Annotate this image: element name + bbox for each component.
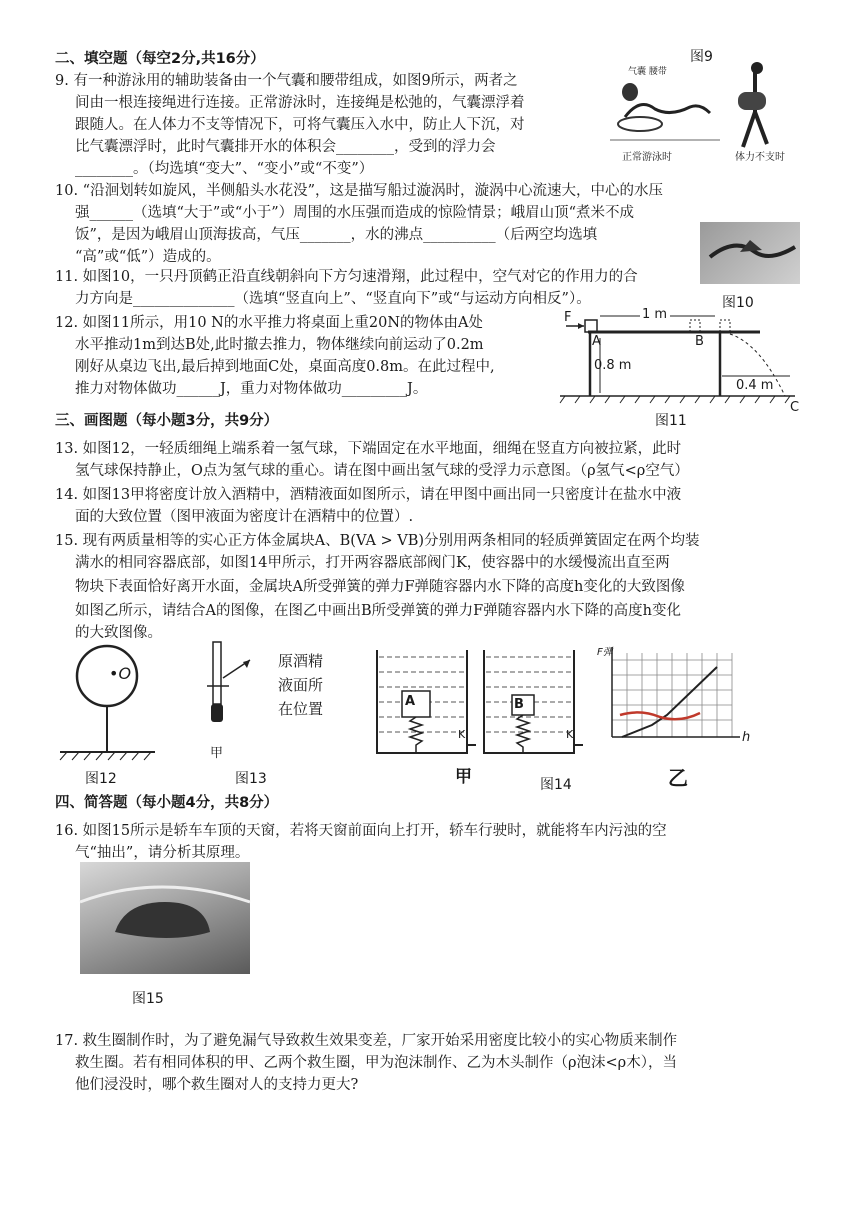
fig12-caption: 图12 xyxy=(85,771,117,787)
fig9-right-label: 体力不支时 xyxy=(735,152,785,163)
q9-line-5: ________。（均选填“变大”、“变小”或“不变”） xyxy=(75,161,374,177)
q9-line-1: 9. 有一种游泳用的辅助装备由一个气囊和腰带组成，如图9所示，两者之 xyxy=(55,73,518,89)
fig13-note-2: 液面所 xyxy=(278,676,324,694)
q9-line-2: 间由一根连接绳进行连接。正常游泳时，连接绳是松弛的，气囊漂浮着 xyxy=(75,95,525,111)
fig9-label: 气囊 腰带 xyxy=(628,67,667,77)
q16-line-2: 气“抽出”，请分析其原理。 xyxy=(75,845,250,861)
fig14-jia-label: 甲 xyxy=(455,767,472,787)
q11-line-2: 力方向是______________（选填“竖直向上”、“竖直向下”或“与运动方向相反”）。 xyxy=(75,291,591,307)
q15-line-5: 的大致图像。 xyxy=(75,625,162,641)
fig11-horizontal-label: 0.4 m xyxy=(736,378,774,393)
q15-line-1: 15. 现有两质量相等的实心正方体金属块A、B(VA > VB)分别用两条相同的轻质弹簧固定在两个均装 xyxy=(55,533,700,549)
q11-line-1: 11. 如图10，一只丹顶鹤正沿直线朝斜向下方匀速滑翔，此过程中，空气对它的作用力的合 xyxy=(55,269,638,285)
fig11-point-c: C xyxy=(790,400,800,415)
fig11-point-b: B xyxy=(695,334,704,349)
fig14-x-axis-label: h xyxy=(742,730,751,745)
q15-line-3: 物块下表面恰好离开水面，金属块A所受弹簧的弹力F弹随容器内水下降的高度h变化的大致图像 xyxy=(75,579,685,595)
fig15-sunroof-photo xyxy=(80,862,250,974)
section-fill-in-title: 二、填空题（每空2分,共16分） xyxy=(55,51,265,67)
fig9-illustration xyxy=(610,62,795,162)
fig9-left-label: 正常游泳时 xyxy=(622,152,672,163)
q9-line-3: 跟随人。在人体力不支等情况下，可将气囊压入水中，防止人下沉，对 xyxy=(75,117,525,133)
q16-line-1: 16. 如图15所示是轿车车顶的天窗，若将天窗前面向上打开，轿车行驶时，就能将车内污浊的空 xyxy=(55,823,667,839)
q9-line-4: 比气囊漂浮时，此时气囊排开水的体积会________，受到的浮力会 xyxy=(75,139,496,155)
fig10-crane-photo xyxy=(700,222,800,284)
q17-line-1: 17. 救生圈制作时，为了避免漏气导致救生效果变差，厂家开始采用密度比较小的实心物质来制作 xyxy=(55,1033,678,1049)
fig14-valve-k-1: K xyxy=(458,728,466,741)
fig12-balloon-diagram xyxy=(55,640,165,760)
q17-line-2: 救生圈。若有相同体积的甲、乙两个救生圈，甲为泡沫制作、乙为木头制作（ρ泡沫<ρ木），当 xyxy=(75,1055,677,1071)
fig9-caption: 图9 xyxy=(690,49,713,65)
fig14-caption: 图14 xyxy=(540,777,572,793)
q10-line-3: 饭”，是因为峨眉山顶海拔高，气压_______，水的沸点__________（后两空均选填 xyxy=(75,227,598,243)
q12-line-4: 推力对物体做功______J，重力对物体做功_________J。 xyxy=(75,381,428,397)
q15-line-2: 满水的相同容器底部，如图14甲所示，打开两容器底部阀门K，使容器中的水缓慢流出直至两 xyxy=(75,555,670,571)
q12-line-2: 水平推动1m到达B处,此时撤去推力，物体继续向前运动了0.2m xyxy=(75,337,484,353)
q10-line-2: 强______（选填“大于”或“小于”）周围的水压强而造成的惊险情景；峨眉山顶“煮米不成 xyxy=(75,205,635,221)
q13-line-2: 氢气球保持静止，O点为氢气球的重心。请在图中画出氢气球的受浮力示意图。（ρ氢气<ρ空气） xyxy=(75,463,689,479)
fig13-hydrometer-diagram xyxy=(205,640,265,740)
fig11-point-a: A xyxy=(592,334,601,349)
fig14-y-axis-label: F弹 xyxy=(597,647,613,658)
fig13-caption: 图13 xyxy=(235,771,267,787)
fig14-valve-k-2: K xyxy=(566,728,574,741)
q15-line-4: 如图乙所示，请结合A的图像，在图乙中画出B所受弹簧的弹力F弹随容器内水下降的高度h变化 xyxy=(75,603,682,619)
fig15-caption: 图15 xyxy=(132,991,164,1007)
fig14-graph xyxy=(592,645,742,750)
q10-line-4: “高”或“低”）造成的。 xyxy=(75,249,221,265)
fig11-caption: 图11 xyxy=(655,413,687,429)
q12-line-3: 刚好从桌边飞出,最后掉到地面C处，桌面高度0.8m。在此过程中, xyxy=(75,359,495,375)
fig11-height-label: 0.8 m xyxy=(594,358,632,373)
fig13-note-3: 在位置 xyxy=(278,700,324,718)
fig13-note-1: 原酒精 xyxy=(278,652,324,670)
fig13-jia-label: 甲 xyxy=(210,746,224,761)
fig14-block-b: B xyxy=(514,697,524,712)
section-drawing-title: 三、画图题（每小题3分，共9分） xyxy=(55,413,279,429)
fig10-caption: 图10 xyxy=(722,295,754,311)
q13-line-1: 13. 如图12，一轻质细绳上端系着一氢气球，下端固定在水平地面，细绳在竖直方向被拉紧，此时 xyxy=(55,441,682,457)
q14-line-2: 面的大致位置（图甲液面为密度计在酒精中的位置）. xyxy=(75,509,414,525)
q10-line-1: 10. “沿洄划转如旋风，半侧船头水花没”，这是描写船过漩涡时，漩涡中心流速大，中心的水压 xyxy=(55,183,663,199)
fig14-block-a: A xyxy=(405,694,416,709)
section-short-answer-title: 四、简答题（每小题4分，共8分） xyxy=(55,795,279,811)
fig12-center-o: •O xyxy=(109,664,132,683)
q12-line-1: 12. 如图11所示，用10 N的水平推力将桌面上重20N的物体由A处 xyxy=(55,315,483,331)
q14-line-1: 14. 如图13甲将密度计放入酒精中，酒精液面如图所示，请在甲图中画出同一只密度计在盐水中液 xyxy=(55,487,682,503)
fig11-distance-label: 1 m xyxy=(642,307,668,322)
q17-line-3: 他们浸没时，哪个救生圈对人的支持力更大? xyxy=(75,1077,359,1093)
fig11-force-label: F xyxy=(564,310,572,325)
fig14-yi-label: 乙 xyxy=(668,766,688,790)
